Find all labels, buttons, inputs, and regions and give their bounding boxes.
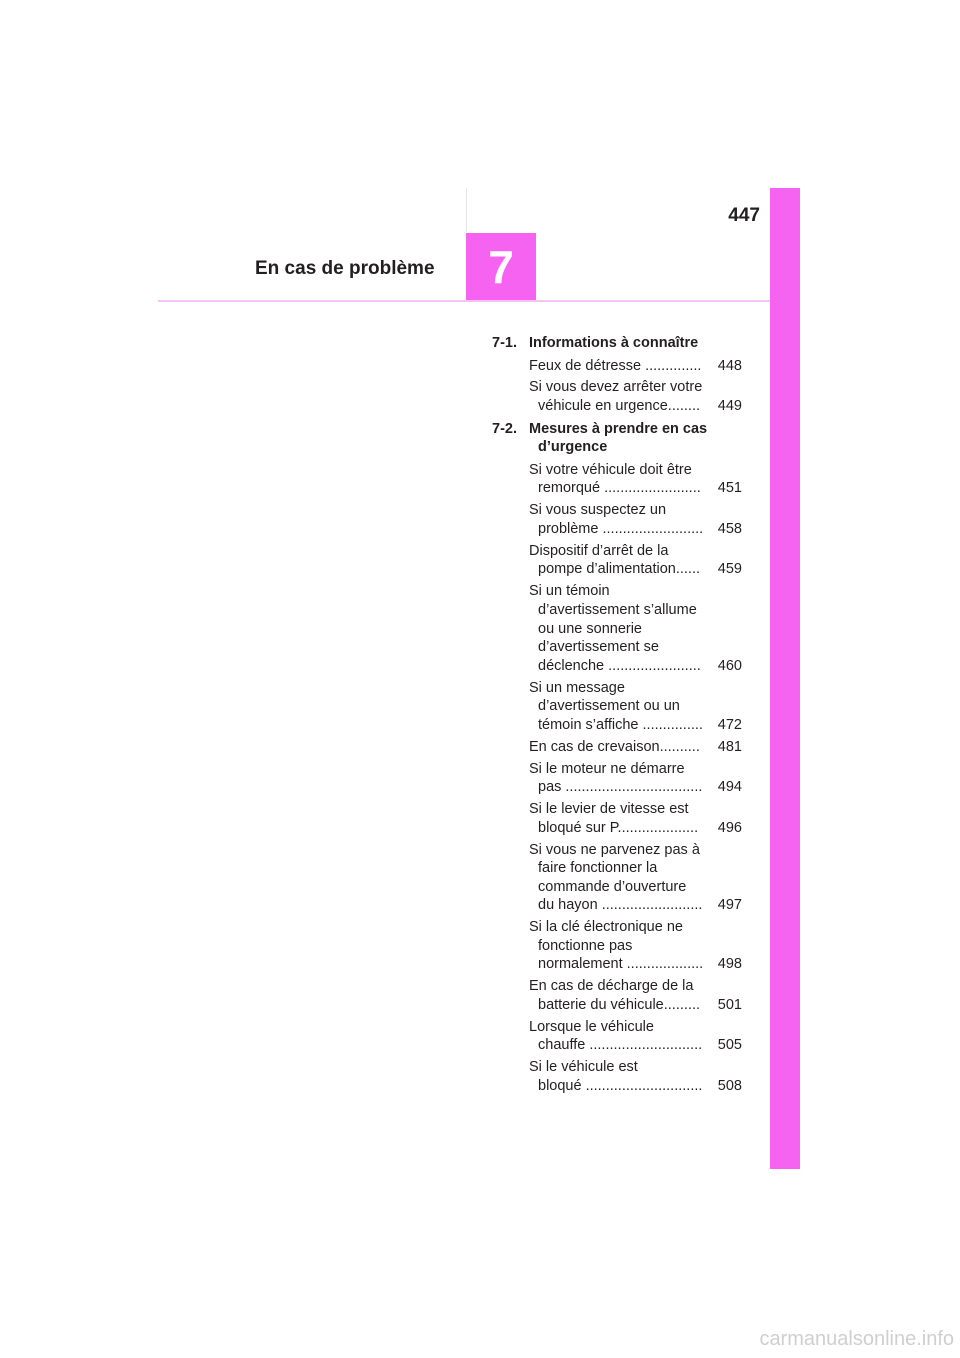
- toc-entry-line: [529, 1058, 742, 1077]
- toc-entry-line: [529, 357, 742, 376]
- toc-entry-line: [529, 620, 742, 639]
- toc-entry-line: [529, 520, 742, 539]
- toc-entry[interactable]: [529, 679, 742, 735]
- toc-entry-text: Si vous devez arrêter votre: [529, 379, 703, 396]
- toc-entry[interactable]: [529, 461, 742, 498]
- toc-entry[interactable]: [529, 582, 742, 675]
- toc-entry-text: Si le véhicule est: [529, 1059, 638, 1076]
- toc-entry-page: 505: [717, 1037, 742, 1054]
- toc-entry-text: Si vous suspectez un: [529, 502, 667, 519]
- toc-entry-page: 508: [717, 1077, 742, 1094]
- toc-entry-line: [529, 601, 742, 620]
- toc-entry[interactable]: [529, 357, 742, 376]
- toc-section-number: 7-2.: [492, 420, 517, 437]
- toc-entry-text: En cas de crevaison..........: [529, 738, 700, 755]
- toc-entry-line: [529, 800, 742, 819]
- toc-entry-text: d’avertissement s’allume: [538, 601, 697, 618]
- toc-entry-page: 497: [717, 897, 742, 914]
- toc-entry[interactable]: [529, 542, 742, 579]
- toc-entry-text: batterie du véhicule.........: [538, 996, 701, 1013]
- toc-entry-text: d’avertissement se: [538, 639, 659, 656]
- toc-entry-page: 451: [717, 480, 742, 497]
- toc-entry-text: Dispositif d’arrêt de la: [529, 542, 669, 559]
- toc-entry[interactable]: [529, 800, 742, 837]
- toc-entry-text: témoin s’affiche ...............: [538, 716, 703, 733]
- toc-entry-text: chauffe ............................: [538, 1037, 703, 1054]
- toc-entry-text: Lorsque le véhicule: [529, 1018, 654, 1035]
- toc-entry-line: [529, 977, 742, 996]
- toc-entry-text: bloqué sur P....................: [538, 819, 699, 836]
- toc-entry-text: En cas de décharge de la: [529, 978, 694, 995]
- watermark-logo: carmanualsonline.info: [759, 1328, 954, 1350]
- toc-entry-line: [529, 918, 742, 937]
- toc-entry-line: [529, 896, 742, 915]
- toc-entry-text: pas ..................................: [538, 779, 703, 796]
- toc-entry-line: [529, 878, 742, 897]
- toc-entry-text: Si votre véhicule doit être: [529, 461, 692, 478]
- page-number: 447: [728, 205, 760, 226]
- toc-entry[interactable]: [529, 1058, 742, 1095]
- toc-entry-text: commande d’ouverture: [538, 878, 687, 895]
- toc-entry-page: 496: [717, 819, 742, 836]
- toc-entry-page: 501: [717, 996, 742, 1013]
- toc-entry-line: [529, 582, 742, 601]
- toc-entry[interactable]: [529, 977, 742, 1014]
- toc-entry-text: ou une sonnerie: [538, 620, 642, 637]
- toc-entry-text: bloqué .............................: [538, 1077, 703, 1094]
- toc-entry-line: [529, 378, 742, 397]
- toc-entry-line: [529, 501, 742, 520]
- chapter-title: En cas de problème: [255, 258, 435, 279]
- toc-entry-line: [529, 638, 742, 657]
- toc-entry-text: problème .........................: [538, 520, 704, 537]
- toc-entry-line: [529, 738, 742, 757]
- toc-entry-text: Feux de détresse ..............: [529, 357, 702, 374]
- toc-entry-line: [529, 716, 742, 735]
- toc-entry-page: 459: [717, 561, 742, 578]
- toc-entry-text: Si la clé électronique ne: [529, 919, 683, 936]
- toc-entry-page: 448: [717, 357, 742, 374]
- toc-entry-line: [529, 859, 742, 878]
- toc-entry-line: [529, 937, 742, 956]
- toc-entry-page: 481: [717, 738, 742, 755]
- toc-entry-line: [529, 841, 742, 860]
- toc-entry-line: [529, 1077, 742, 1096]
- toc-entry-page: 460: [717, 657, 742, 674]
- toc-entry-text: normalement ...................: [538, 956, 704, 973]
- toc-entry-text: déclenche .......................: [538, 657, 701, 674]
- toc-section-title: Informations à connaître: [529, 335, 699, 351]
- toc-entry[interactable]: [529, 918, 742, 974]
- toc-entry-line: [529, 697, 742, 716]
- toc-entry-text: faire fonctionner la: [538, 860, 658, 877]
- toc-entry-line: [529, 461, 742, 480]
- toc-entry-text: Si le moteur ne démarre: [529, 760, 685, 777]
- toc-entry[interactable]: [529, 738, 742, 757]
- toc-entry-line: [529, 996, 742, 1015]
- toc-entry-line: [529, 479, 742, 498]
- toc-entry-page: 458: [717, 520, 742, 537]
- toc-entry-line: [529, 560, 742, 579]
- toc-entry-line: [529, 760, 742, 779]
- toc-entry-text: remorqué ........................: [538, 480, 701, 497]
- toc-entry-line: [529, 1018, 742, 1037]
- toc-section: [490, 334, 742, 353]
- toc-entry-line: [529, 679, 742, 698]
- toc-entry[interactable]: [529, 378, 742, 415]
- toc-entry-text: d’avertissement ou un: [538, 698, 680, 715]
- chapter-side-tab: [770, 188, 800, 1169]
- toc-entry-line: [529, 657, 742, 676]
- toc-entry[interactable]: [529, 760, 742, 797]
- toc-entry-text: Si le levier de vitesse est: [529, 801, 689, 818]
- toc-entry-page: 498: [717, 956, 742, 973]
- toc-entry-text: Si un message: [529, 679, 625, 696]
- toc-section-number: 7-1.: [492, 335, 517, 351]
- toc-section-title: Mesures à prendre en cas d’urgence: [529, 420, 708, 456]
- toc-entry-text: véhicule en urgence........: [538, 398, 701, 415]
- toc-entry-line: [529, 1036, 742, 1055]
- header-divider-vertical: [466, 188, 467, 232]
- toc-entry-text: Si vous ne parvenez pas à: [529, 841, 700, 858]
- table-of-contents: [490, 334, 742, 1099]
- toc-entry-text: fonctionne pas: [538, 937, 633, 954]
- toc-entry[interactable]: [529, 841, 742, 915]
- toc-entry-line: [529, 955, 742, 974]
- toc-entry-page: 494: [717, 779, 742, 796]
- toc-entry-line: [529, 542, 742, 561]
- toc-section: [490, 420, 742, 457]
- toc-entry-text: pompe d’alimentation......: [538, 561, 701, 578]
- header-rule: [158, 300, 770, 302]
- toc-entry[interactable]: [529, 1018, 742, 1055]
- toc-entry-page: 472: [717, 716, 742, 733]
- chapter-number-badge: 7: [466, 233, 536, 301]
- toc-entry-text: Si un témoin: [529, 583, 610, 600]
- toc-entry-page: 449: [717, 398, 742, 415]
- toc-entry-line: [529, 397, 742, 416]
- toc-entry-line: [529, 819, 742, 838]
- toc-entry-text: du hayon .........................: [538, 897, 703, 914]
- toc-entry[interactable]: [529, 501, 742, 538]
- toc-entry-line: [529, 778, 742, 797]
